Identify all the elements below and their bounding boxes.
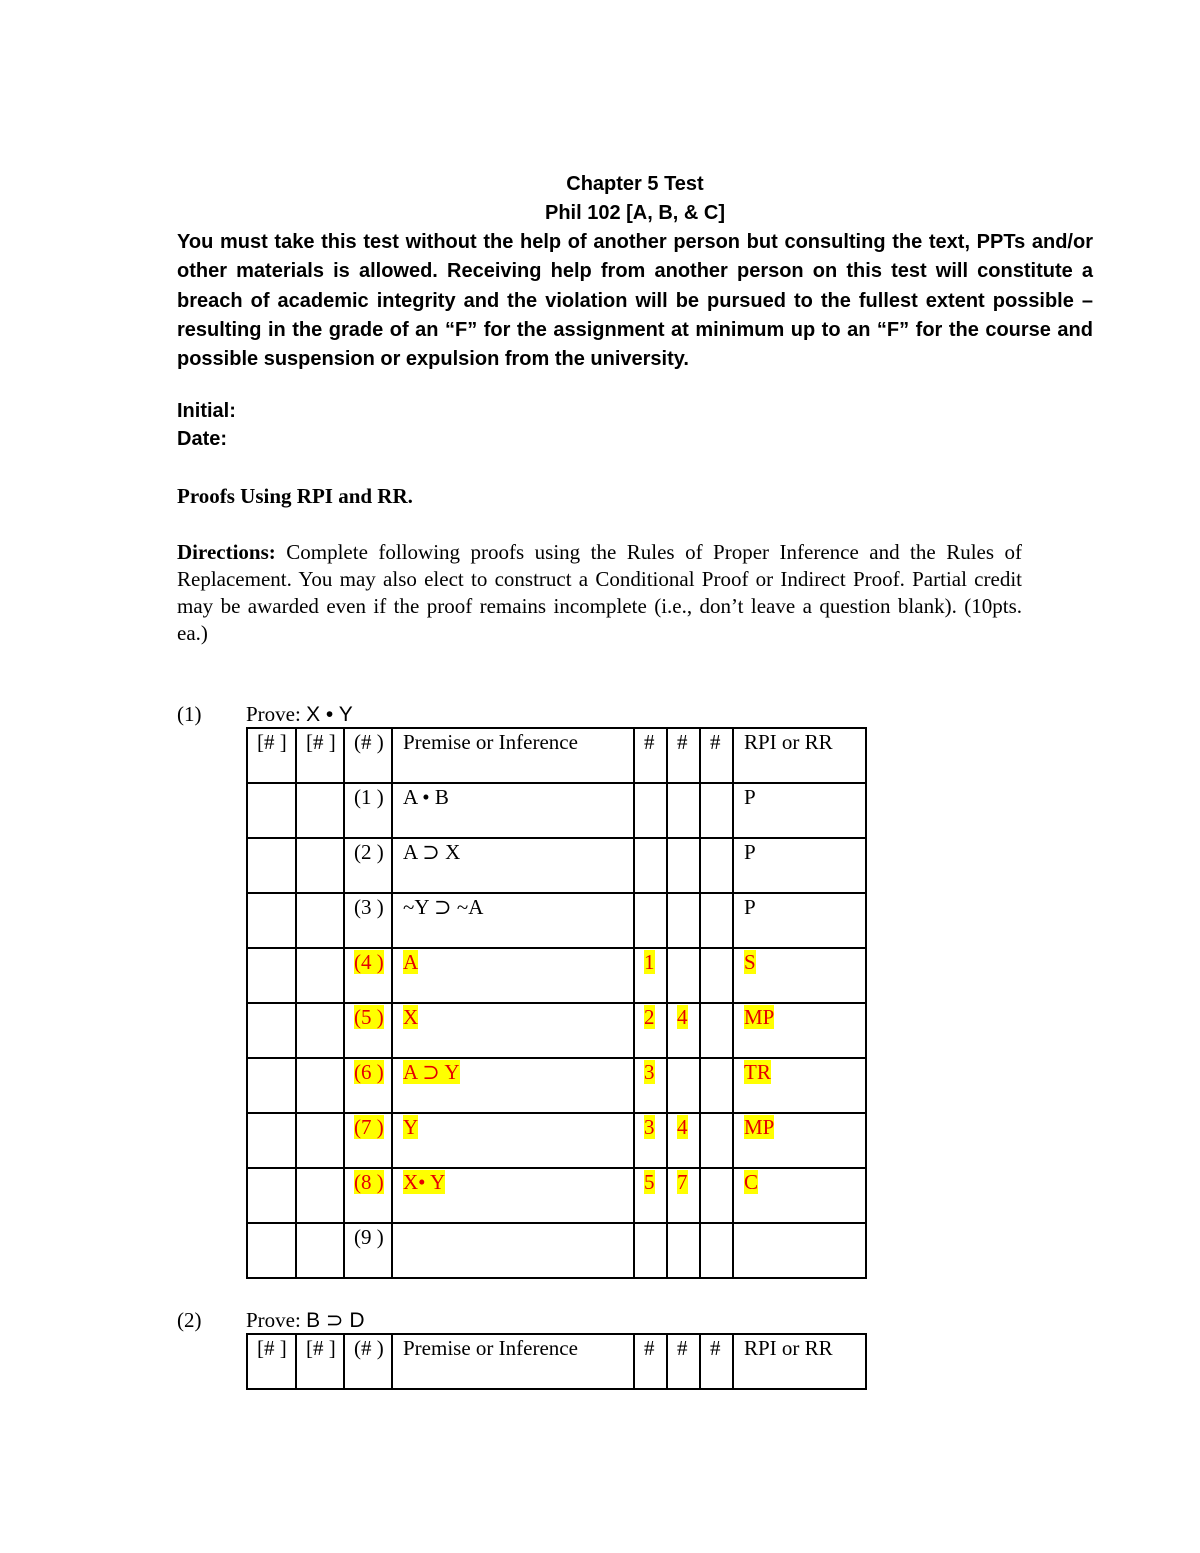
statement-cell: A ⊃ X bbox=[392, 838, 634, 893]
statement-cell: Y bbox=[392, 1113, 634, 1168]
test-header bbox=[177, 170, 1093, 374]
statement-cell: A ⊃ Y bbox=[392, 1058, 634, 1113]
ref-cell bbox=[667, 783, 700, 838]
col-header: # bbox=[667, 1334, 700, 1389]
line-number: (7 ) bbox=[344, 1113, 392, 1168]
statement-cell: X• Y bbox=[392, 1168, 634, 1223]
ref-cell bbox=[700, 783, 733, 838]
line-number: (8 ) bbox=[344, 1168, 392, 1223]
ref-cell bbox=[667, 1223, 700, 1278]
rule-cell: MP bbox=[733, 1003, 866, 1058]
col-header: Premise or Inference bbox=[392, 728, 634, 783]
proof-row bbox=[247, 1058, 866, 1113]
table-header-row bbox=[247, 1334, 866, 1389]
initial-label: Initial: bbox=[177, 400, 236, 422]
proof-goal: B ⊃ D bbox=[306, 1309, 365, 1332]
col-header: # bbox=[634, 728, 667, 783]
empty-cell bbox=[247, 838, 296, 893]
rule-cell: C bbox=[733, 1168, 866, 1223]
empty-cell bbox=[247, 948, 296, 1003]
empty-cell bbox=[296, 948, 344, 1003]
proof-goal: X • Y bbox=[306, 703, 353, 726]
rule-cell: P bbox=[733, 783, 866, 838]
col-header: RPI or RR bbox=[733, 1334, 866, 1389]
ref-cell bbox=[667, 893, 700, 948]
proof-row bbox=[247, 1223, 866, 1278]
statement-cell bbox=[392, 1223, 634, 1278]
date-label: Date: bbox=[177, 428, 228, 450]
rule-cell: P bbox=[733, 893, 866, 948]
col-header: [# ] bbox=[247, 1334, 296, 1389]
ref-cell bbox=[700, 948, 733, 1003]
prove-label: Prove: bbox=[246, 1308, 301, 1332]
question-number-1: (1) bbox=[177, 702, 202, 726]
col-header: # bbox=[634, 1334, 667, 1389]
directions-label: Directions: bbox=[177, 540, 276, 564]
rule-cell: P bbox=[733, 838, 866, 893]
rule-cell: S bbox=[733, 948, 866, 1003]
course-title: Phil 102 [A, B, & C] bbox=[544, 202, 726, 224]
proof-row bbox=[247, 1168, 866, 1223]
statement-cell: X bbox=[392, 1003, 634, 1058]
empty-cell bbox=[296, 1058, 344, 1113]
empty-cell bbox=[247, 1003, 296, 1058]
proof-row bbox=[247, 838, 866, 893]
rule-cell bbox=[733, 1223, 866, 1278]
prove-line-1 bbox=[246, 702, 353, 727]
ref-cell: 5 bbox=[634, 1168, 667, 1223]
col-header: [# ] bbox=[296, 1334, 344, 1389]
proof-row bbox=[247, 1003, 866, 1058]
empty-cell bbox=[296, 893, 344, 948]
test-title: Chapter 5 Test bbox=[566, 173, 704, 195]
ref-cell bbox=[700, 1168, 733, 1223]
ref-cell: 3 bbox=[634, 1113, 667, 1168]
ref-cell: 3 bbox=[634, 1058, 667, 1113]
ref-cell bbox=[634, 893, 667, 948]
ref-cell bbox=[667, 948, 700, 1003]
empty-cell bbox=[296, 838, 344, 893]
col-header: # bbox=[667, 728, 700, 783]
proof-row bbox=[247, 1113, 866, 1168]
empty-cell bbox=[247, 1223, 296, 1278]
empty-cell bbox=[247, 893, 296, 948]
ref-cell bbox=[700, 1223, 733, 1278]
ref-cell: 1 bbox=[634, 948, 667, 1003]
integrity-notice: You must take this test without the help of another person but consulting the text, PPTs and/or other materials is allowed. Receiving help from another person on this test will constitute a breach of academic integrity and the violation will be pursued to the fullest extent possible – resulting in the grade of an “F” for the assignment at minimum up to an “F” for the course and possible suspension or expulsion from the university. bbox=[177, 231, 1093, 371]
empty-cell bbox=[296, 1223, 344, 1278]
directions-text: Complete following proofs using the Rules of Proper Inference and the Rules of Replacement. You may also elect to construct a Conditional Proof or Indirect Proof. Partial credit may be awarded even if the proof remains incomplete (i.e., don’t leave a question blank). (10pts. ea.) bbox=[177, 540, 1022, 645]
line-number: (2 ) bbox=[344, 838, 392, 893]
empty-cell bbox=[296, 1003, 344, 1058]
ref-cell bbox=[700, 1113, 733, 1168]
empty-cell bbox=[247, 1058, 296, 1113]
statement-cell: A • B bbox=[392, 783, 634, 838]
ref-cell: 2 bbox=[634, 1003, 667, 1058]
table-header-row bbox=[247, 728, 866, 783]
line-number: (1 ) bbox=[344, 783, 392, 838]
statement-cell: A bbox=[392, 948, 634, 1003]
ref-cell bbox=[667, 838, 700, 893]
col-header: (# ) bbox=[344, 728, 392, 783]
ref-cell bbox=[700, 1003, 733, 1058]
col-header: [# ] bbox=[247, 728, 296, 783]
line-number: (4 ) bbox=[344, 948, 392, 1003]
rule-cell: TR bbox=[733, 1058, 866, 1113]
ref-cell bbox=[700, 838, 733, 893]
empty-cell bbox=[247, 1168, 296, 1223]
section-title: Proofs Using RPI and RR. bbox=[177, 484, 413, 508]
col-header: Premise or Inference bbox=[392, 1334, 634, 1389]
empty-cell bbox=[296, 1168, 344, 1223]
line-number: (6 ) bbox=[344, 1058, 392, 1113]
col-header: # bbox=[700, 728, 733, 783]
directions bbox=[177, 539, 1022, 647]
ref-cell bbox=[634, 783, 667, 838]
proof-table-1 bbox=[246, 727, 867, 1279]
empty-cell bbox=[296, 1113, 344, 1168]
proof-row bbox=[247, 893, 866, 948]
line-number: (5 ) bbox=[344, 1003, 392, 1058]
empty-cell bbox=[296, 783, 344, 838]
ref-cell: 7 bbox=[667, 1168, 700, 1223]
ref-cell bbox=[700, 893, 733, 948]
proof-row bbox=[247, 783, 866, 838]
ref-cell bbox=[634, 838, 667, 893]
ref-cell bbox=[700, 1058, 733, 1113]
col-header: RPI or RR bbox=[733, 728, 866, 783]
ref-cell bbox=[634, 1223, 667, 1278]
empty-cell bbox=[247, 783, 296, 838]
statement-cell: ~Y ⊃ ~A bbox=[392, 893, 634, 948]
prove-label: Prove: bbox=[246, 702, 301, 726]
rule-cell: MP bbox=[733, 1113, 866, 1168]
line-number: (3 ) bbox=[344, 893, 392, 948]
col-header: (# ) bbox=[344, 1334, 392, 1389]
empty-cell bbox=[247, 1113, 296, 1168]
question-number-2: (2) bbox=[177, 1308, 202, 1332]
ref-cell: 4 bbox=[667, 1003, 700, 1058]
proof-table-2 bbox=[246, 1333, 867, 1390]
ref-cell: 4 bbox=[667, 1113, 700, 1168]
col-header: [# ] bbox=[296, 728, 344, 783]
ref-cell bbox=[667, 1058, 700, 1113]
col-header: # bbox=[700, 1334, 733, 1389]
prove-line-2 bbox=[246, 1308, 365, 1333]
proof-row bbox=[247, 948, 866, 1003]
line-number: (9 ) bbox=[344, 1223, 392, 1278]
